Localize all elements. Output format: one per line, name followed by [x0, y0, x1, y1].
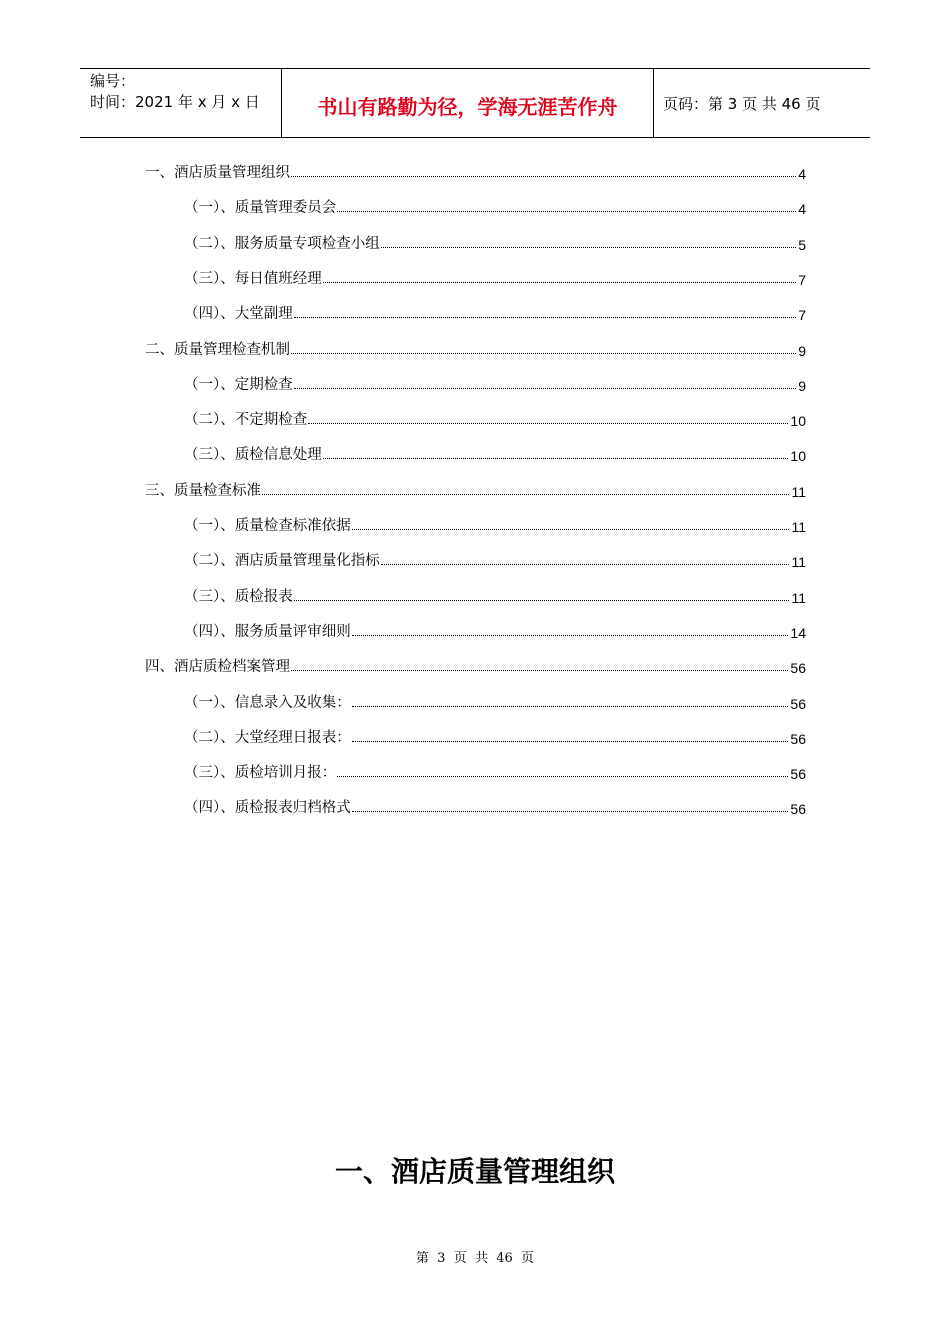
toc-entry-title: （三）、每日值班经理	[184, 270, 322, 287]
toc-dot-leader	[291, 669, 788, 671]
header-meta-cell	[80, 69, 282, 137]
toc-entry-page: 56	[790, 801, 806, 818]
toc-entry-page: 11	[791, 554, 806, 571]
toc-dot-leader	[352, 740, 789, 742]
section-heading: 一、酒店质量管理组织	[334, 1155, 615, 1188]
toc-entry-title: （一）、质量检查标准依据	[184, 518, 351, 534]
toc-entry-title: （四）、质检报表归档格式	[184, 800, 351, 817]
toc-entry[interactable]	[145, 478, 806, 500]
toc-entry-page: 10	[790, 413, 806, 430]
toc-dot-leader	[294, 599, 790, 601]
toc-entry-title: （三）、质检报表	[184, 588, 293, 605]
toc-dot-leader	[291, 175, 796, 177]
toc-entry[interactable]	[184, 266, 806, 288]
document-number-label: 编号：	[90, 72, 136, 90]
toc-entry[interactable]	[184, 760, 806, 782]
toc-dot-leader	[352, 810, 789, 812]
toc-entry-title: （二）、酒店质量管理量化指标	[184, 553, 380, 570]
toc-entry[interactable]	[184, 548, 806, 570]
toc-dot-leader	[308, 422, 788, 424]
document-time-label: 时间：2021 年 x 月 x 日	[90, 93, 260, 111]
toc-dot-leader	[323, 281, 796, 283]
toc-entry-title: （三）、质检信息处理	[184, 447, 322, 464]
toc-entry-page: 56	[790, 730, 806, 747]
toc-entry[interactable]	[184, 619, 806, 641]
toc-entry[interactable]	[184, 584, 806, 606]
header-motto-cell	[282, 69, 654, 137]
toc-entry-title: 三、质量检查标准	[145, 482, 261, 499]
toc-entry[interactable]	[184, 231, 806, 253]
toc-entry-page: 56	[790, 660, 806, 677]
toc-entry[interactable]	[184, 372, 806, 394]
toc-entry-title: 一、酒店质量管理组织	[145, 165, 290, 181]
toc-entry-title: （一）、质量管理委员会	[184, 200, 337, 217]
header-page-info: 页码：第 3 页 共 46 页	[663, 95, 821, 113]
toc-dot-leader	[381, 246, 796, 248]
toc-dot-leader	[352, 705, 789, 707]
toc-entry-title: （一）、定期检查	[184, 376, 293, 393]
toc-dot-leader	[294, 387, 796, 389]
toc-entry-page: 9	[798, 377, 806, 394]
toc-entry-title: 四、酒店质检档案管理	[145, 659, 290, 676]
toc-entry[interactable]	[184, 795, 806, 817]
toc-entry-title: 二、质量管理检查机制	[145, 341, 290, 358]
toc-entry[interactable]	[184, 195, 806, 217]
toc-entry-page: 56	[790, 766, 806, 783]
toc-entry-page: 56	[790, 695, 806, 712]
toc-entry[interactable]	[184, 407, 806, 429]
toc-entry-page: 11	[791, 589, 806, 606]
page-header	[80, 68, 870, 138]
toc-entry-page: 14	[790, 624, 806, 641]
toc-entry[interactable]	[145, 337, 806, 359]
toc-entry-title: （一）、信息录入及收集：	[184, 694, 351, 711]
header-motto: 书山有路勤为径，学海无涯苦作舟	[317, 95, 618, 119]
toc-entry[interactable]	[184, 690, 806, 712]
toc-entry[interactable]	[184, 513, 806, 535]
toc-entry-title: （二）、大堂经理日报表：	[184, 729, 351, 746]
toc-entry-page: 9	[798, 342, 806, 359]
toc-entry-page: 10	[790, 448, 806, 465]
toc-entry-page: 4	[798, 201, 806, 218]
toc-entry[interactable]	[184, 725, 806, 747]
toc-entry[interactable]	[184, 301, 806, 323]
toc-entry-title: （三）、质检培训月报：	[184, 765, 337, 782]
toc-dot-leader	[294, 316, 796, 318]
toc-entry-title: （四）、服务质量评审细则	[184, 623, 351, 640]
toc-dot-leader	[381, 563, 790, 565]
toc-entry-title: （四）、大堂副理	[184, 306, 293, 323]
toc-dot-leader	[262, 493, 789, 495]
toc-entry[interactable]	[145, 160, 806, 182]
toc-entry-page: 7	[798, 271, 806, 288]
toc-entry-title: （二）、不定期检查	[184, 412, 308, 429]
header-page-cell	[654, 69, 870, 137]
toc-entry-title: （二）、服务质量专项检查小组	[184, 235, 380, 252]
toc-dot-leader	[323, 457, 789, 459]
toc-entry-page: 11	[791, 519, 806, 535]
toc-entry-page: 5	[798, 236, 806, 253]
toc-entry-page: 11	[791, 483, 806, 500]
toc-dot-leader	[352, 634, 789, 636]
page-footer: 第 3 页 共 46 页	[415, 1251, 535, 1266]
toc-entry-page: 7	[798, 307, 806, 324]
toc-entry[interactable]	[184, 442, 806, 464]
toc-dot-leader	[291, 352, 796, 354]
toc-dot-leader	[352, 528, 790, 530]
toc-dot-leader	[337, 775, 788, 777]
toc-entry-page: 4	[798, 166, 806, 182]
toc-dot-leader	[337, 210, 796, 212]
toc-entry[interactable]	[145, 654, 806, 676]
